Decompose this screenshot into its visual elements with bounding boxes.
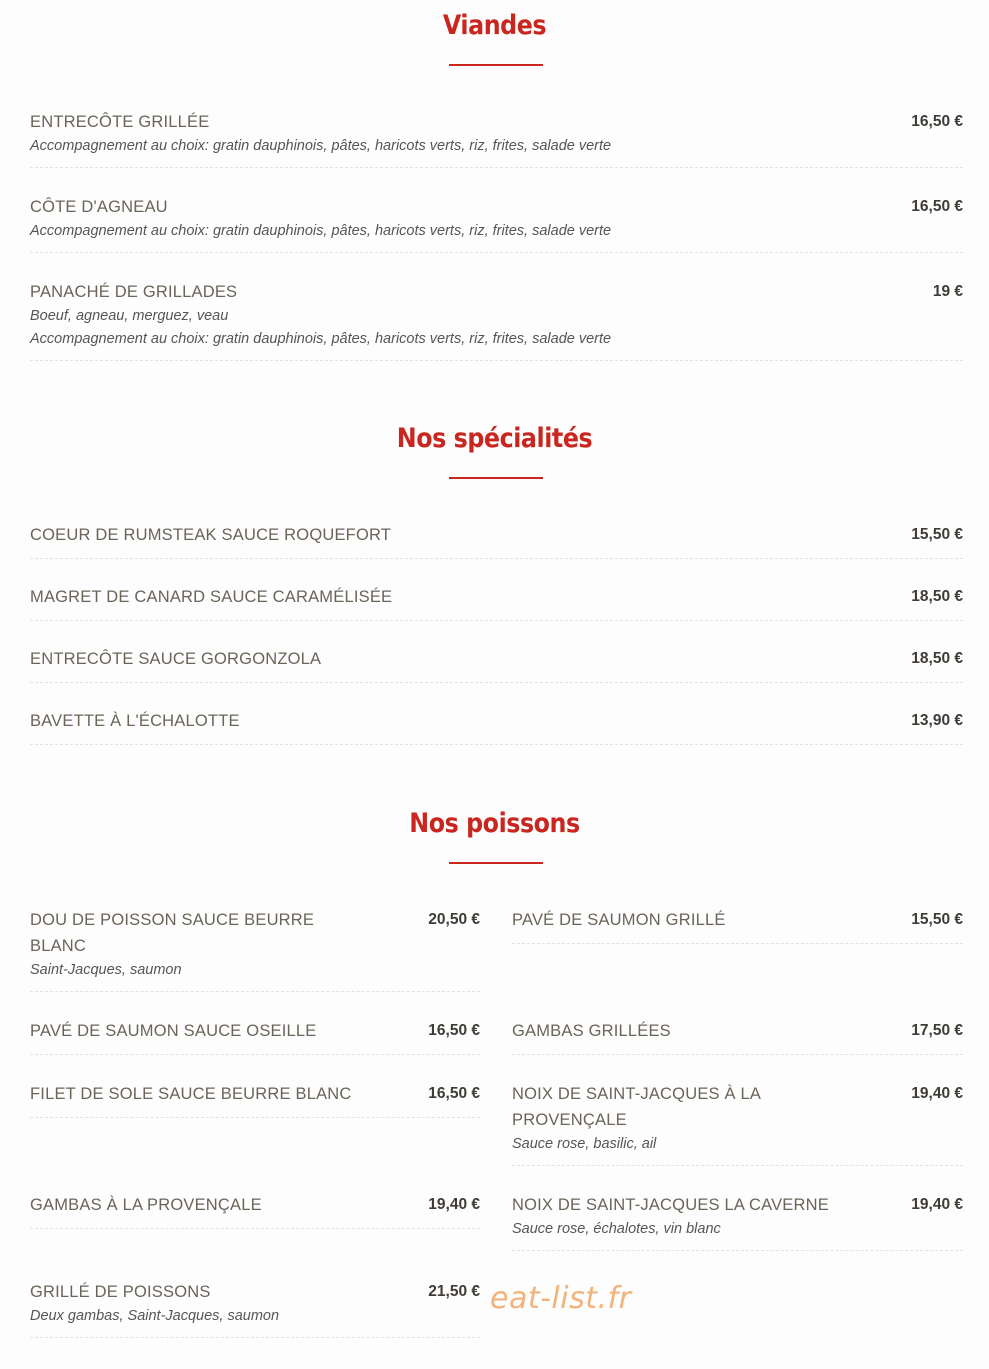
item-description: Accompagnement au choix: gratin dauphinois, pâtes, haricots verts, riz, frites, salade verte (30, 331, 612, 347)
item-description: Sauce rose, basilic, ail (512, 1136, 657, 1152)
item-price: 16,50 € (911, 113, 963, 130)
menu-item (512, 1018, 963, 1055)
item-name: BAVETTE À L'ÉCHALOTTE (30, 712, 240, 730)
item-price: 19,40 € (911, 1085, 963, 1102)
item-name: PAVÉ DE SAUMON SAUCE OSEILLE (30, 1022, 317, 1040)
section-divider (449, 477, 543, 479)
item-name: ENTRECÔTE SAUCE GORGONZOLA (30, 650, 322, 668)
item-name: GAMBAS GRILLÉES (512, 1022, 671, 1040)
item-price: 19 € (932, 283, 963, 300)
item-price: 20,50 € (428, 911, 480, 928)
item-name: NOIX DE SAINT-JACQUES À LA PROVENÇALE (512, 1085, 761, 1129)
item-description: Sauce rose, échalotes, vin blanc (512, 1221, 721, 1237)
item-name: ENTRECÔTE GRILLÉE (30, 113, 210, 131)
item-name: FILET DE SOLE SAUCE BEURRE BLANC (30, 1085, 352, 1103)
item-price: 16,50 € (428, 1085, 480, 1102)
section-title-poissons: Nos poissons (409, 808, 580, 839)
menu-item (30, 194, 963, 253)
menu-item (30, 109, 963, 168)
menu-item (30, 907, 480, 992)
menu-item (30, 646, 963, 683)
item-name: NOIX DE SAINT-JACQUES LA CAVERNE (512, 1196, 829, 1214)
item-description: Deux gambas, Saint-Jacques, saumon (30, 1308, 280, 1324)
watermark-text: eat-list.fr (490, 1281, 632, 1316)
item-description: Accompagnement au choix: gratin dauphinois, pâtes, haricots verts, riz, frites, salade verte (30, 138, 612, 154)
menu-item (30, 1192, 480, 1229)
item-price: 15,50 € (911, 526, 963, 543)
item-name: GRILLÉ DE POISSONS (30, 1283, 211, 1301)
item-price: 16,50 € (428, 1022, 480, 1039)
item-price: 19,40 € (911, 1196, 963, 1213)
menu-item (30, 279, 963, 361)
section-divider (449, 862, 543, 864)
item-price: 18,50 € (911, 650, 963, 667)
item-description: Accompagnement au choix: gratin dauphinois, pâtes, haricots verts, riz, frites, salade verte (30, 223, 612, 239)
menu-item (30, 708, 963, 745)
item-price: 19,40 € (428, 1196, 480, 1213)
item-name: PANACHÉ DE GRILLADES (30, 283, 238, 301)
menu-item (30, 1279, 480, 1338)
item-price: 17,50 € (911, 1022, 963, 1039)
item-name: DOU DE POISSON SAUCE BEURRE BLANC (30, 911, 315, 955)
menu-item (30, 584, 963, 621)
item-description: Boeuf, agneau, merguez, veau (30, 308, 229, 324)
item-price: 15,50 € (911, 911, 963, 928)
menu-item (512, 907, 963, 944)
item-name: COEUR DE RUMSTEAK SAUCE ROQUEFORT (30, 526, 392, 544)
menu-item (30, 1018, 480, 1055)
section-title-specialites: Nos spécialités (396, 423, 593, 454)
menu-item (30, 522, 963, 559)
item-price: 21,50 € (428, 1283, 480, 1300)
item-price: 18,50 € (911, 588, 963, 605)
section-divider (449, 64, 543, 66)
section-title-viandes: Viandes (442, 10, 547, 41)
menu-item (512, 1192, 963, 1251)
menu-item (30, 1081, 480, 1118)
item-name: GAMBAS À LA PROVENÇALE (30, 1196, 262, 1214)
item-price: 13,90 € (911, 712, 963, 729)
menu-item (512, 1081, 963, 1166)
item-price: 16,50 € (911, 198, 963, 215)
item-name: PAVÉ DE SAUMON GRILLÉ (512, 911, 726, 929)
item-description: Saint-Jacques, saumon (30, 962, 182, 978)
item-name: MAGRET DE CANARD SAUCE CARAMÉLISÉE (30, 588, 393, 606)
item-name: CÔTE D'AGNEAU (30, 198, 168, 216)
